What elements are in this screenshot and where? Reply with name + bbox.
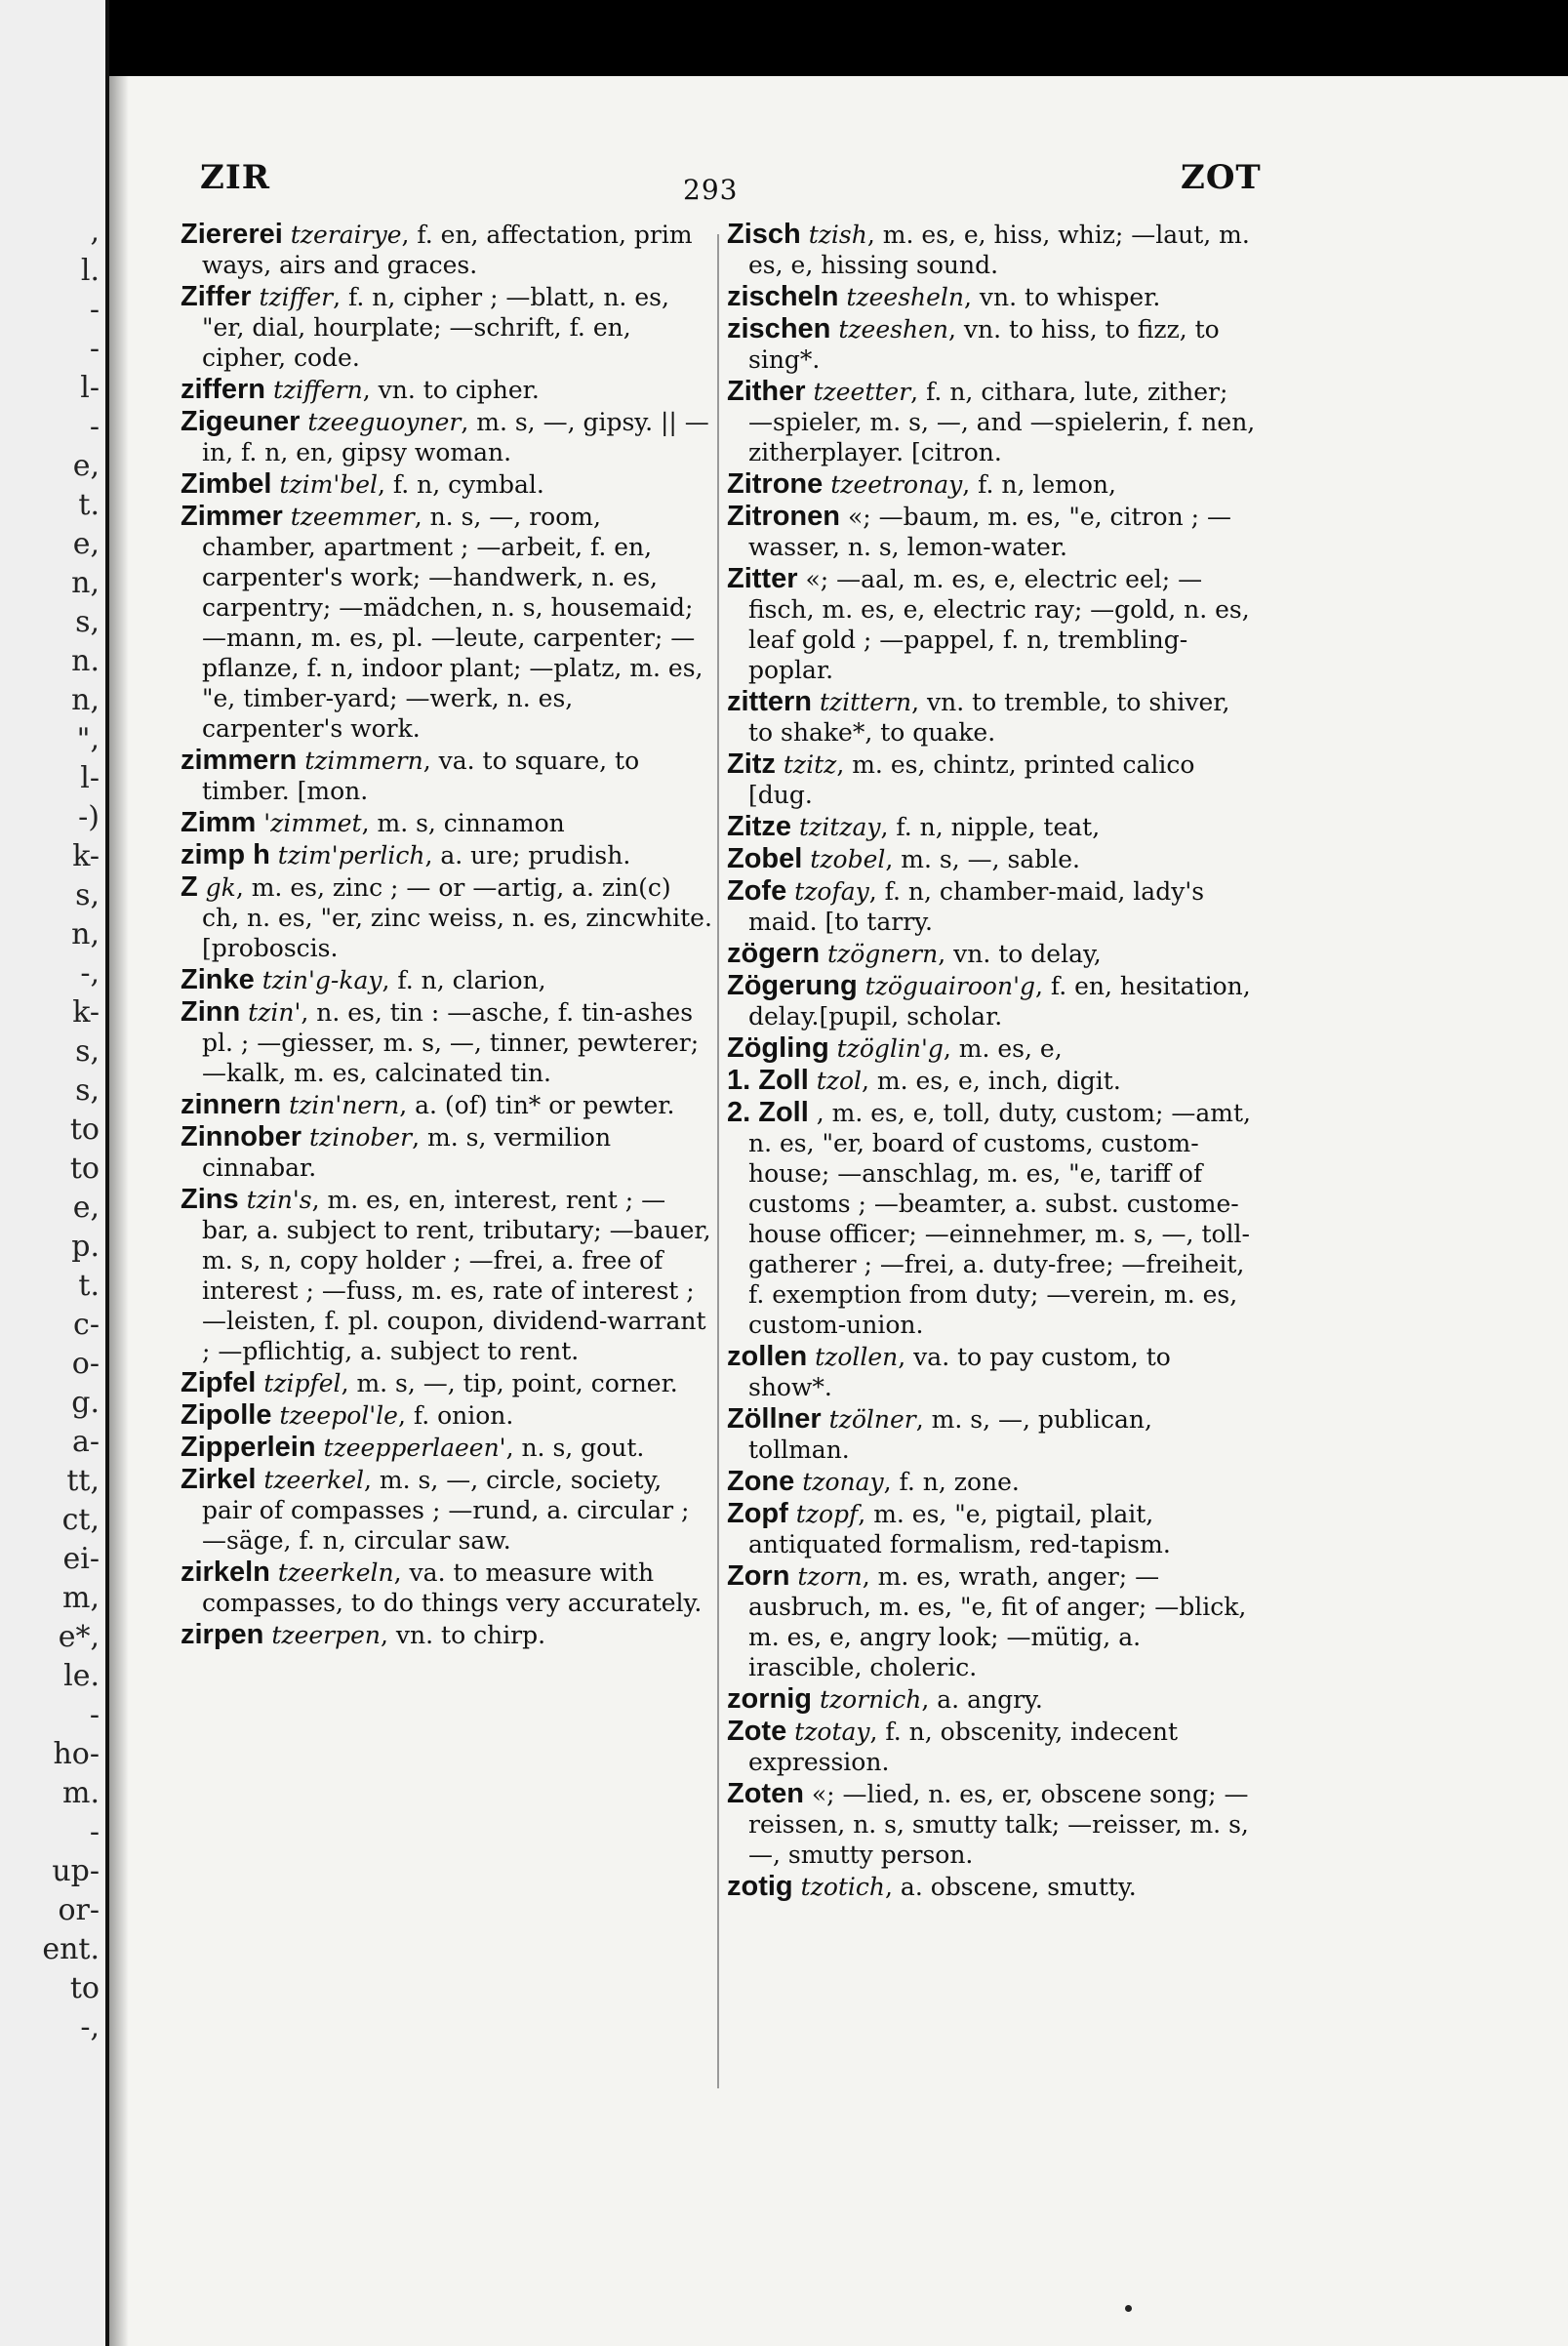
- entry-headword: zimmern: [181, 745, 298, 776]
- entry-headword: Zopf: [727, 1498, 788, 1529]
- entry-pronunciation: tzopf: [795, 1500, 859, 1528]
- entry-pronunciation: tzobel: [810, 845, 886, 873]
- entry-pronunciation: tzöglin'g: [836, 1034, 944, 1063]
- margin-fragment: -: [89, 332, 100, 366]
- margin-fragment: m,: [62, 1581, 100, 1615]
- entry-headword: zornig: [727, 1683, 812, 1715]
- margin-fragment: -,: [80, 956, 100, 991]
- page-mark: [1125, 2305, 1132, 2312]
- entry-headword: 1. Zoll: [727, 1065, 809, 1096]
- dictionary-entry: [181, 872, 712, 963]
- margin-fragment: e,: [72, 527, 100, 561]
- dictionary-entry: [181, 1400, 712, 1431]
- margin-fragment: n,: [71, 566, 100, 600]
- entry-pronunciation: tzorn: [797, 1562, 863, 1591]
- entry-headword: Ziffer: [181, 281, 252, 312]
- entry-pronunciation: tzeerkeln: [277, 1558, 394, 1587]
- margin-fragment: up-: [52, 1854, 100, 1888]
- dictionary-entry: [727, 1033, 1259, 1064]
- page-shadow: [109, 76, 129, 2346]
- entry-headword: zollen: [727, 1341, 808, 1372]
- entry-definition: , f. n, cymbal.: [378, 470, 544, 499]
- entry-pronunciation: tzonay: [802, 1468, 884, 1496]
- dictionary-entry: [727, 844, 1259, 874]
- entry-definition: , m. es, en, interest, rent ; —bar, a. subject to rent, tributary; —bauer, m. s, n, copy holder ; —frei, a. free of interest ; —fuss, m. es, rate of interest ; —leisten, f. pl. coupon, dividend-warrant ; —pflichtig, a. subject to rent.: [202, 1186, 711, 1365]
- entry-pronunciation: tzeesheln: [846, 283, 965, 311]
- margin-fragment: ent.: [42, 1932, 100, 1966]
- entry-headword: zögern: [727, 938, 821, 969]
- dictionary-entry: [181, 220, 712, 280]
- entry-headword: Zimmer: [181, 501, 283, 532]
- margin-fragment: s,: [75, 605, 100, 639]
- dictionary-entry: [181, 840, 712, 870]
- dictionary-entry: [181, 1557, 712, 1618]
- entry-pronunciation: tzish: [808, 221, 867, 249]
- entry-headword: 2. Zoll: [727, 1097, 809, 1128]
- entry-definition: , n. s, gout.: [505, 1434, 645, 1462]
- margin-fragment: to: [69, 1152, 100, 1186]
- entry-pronunciation: tzittern: [819, 688, 912, 716]
- entry-definition: , n. s, —, room, chamber, apartment ; —arbeit, f. en, carpenter's work; —handwerk, n. es, carpentry; —mädchen, n. s, housemaid; —mann, m. es, pl. —leute, carpenter; —pflanze, f. n, indoor plant; —platz, m. es, "e, timber-yard; —werk, n. es, carpenter's work.: [202, 503, 704, 743]
- entry-definition: , f. onion.: [397, 1401, 514, 1430]
- entry-headword: Zitter: [727, 563, 798, 594]
- page-number: 293: [683, 174, 739, 206]
- dictionary-entry: [181, 502, 712, 744]
- entry-pronunciation: tzim'perlich: [277, 841, 425, 870]
- entry-headword: Zigeuner: [181, 406, 301, 437]
- entry-definition: , m. es, e, inch, digit.: [862, 1067, 1121, 1095]
- entry-headword: Zorn: [727, 1560, 790, 1592]
- entry-pronunciation: tzin': [248, 998, 302, 1027]
- entry-headword: Zöllner: [727, 1403, 822, 1435]
- dictionary-entry: [727, 1066, 1259, 1096]
- entry-pronunciation: tzeetronay: [830, 470, 963, 499]
- entry-headword: Zoten: [727, 1778, 804, 1809]
- entry-definition: «; —lied, n. es, er, obscene song; —reissen, n. s, smutty talk; —reisser, m. s, —, smutty person.: [748, 1780, 1249, 1869]
- margin-fragment: l-: [80, 371, 100, 405]
- entry-definition: , vn. to chirp.: [381, 1621, 546, 1649]
- entry-definition: , a. angry.: [921, 1685, 1043, 1714]
- entry-definition: , f. n, lemon,: [962, 470, 1116, 499]
- entry-definition: , m. s, cinnamon: [361, 809, 565, 837]
- dictionary-entry: [181, 997, 712, 1088]
- entry-pronunciation: tzipfel: [263, 1369, 342, 1397]
- entry-pronunciation: tzeeshen: [838, 315, 948, 344]
- entry-pronunciation: tziffer: [259, 283, 334, 311]
- dictionary-entry: [181, 407, 712, 467]
- entry-headword: Zitz: [727, 748, 776, 780]
- margin-fragment: n,: [71, 683, 100, 717]
- entry-definition: , va. to pay custom, to show*.: [748, 1343, 1171, 1401]
- dictionary-entry: [181, 965, 712, 995]
- entry-headword: Zirkel: [181, 1464, 257, 1495]
- column-divider: [717, 234, 719, 2088]
- entry-headword: Zone: [727, 1466, 795, 1497]
- dictionary-entry: [727, 939, 1259, 969]
- dictionary-entry: [727, 971, 1259, 1031]
- margin-fragment: p.: [71, 1230, 100, 1264]
- entry-headword: zimp h: [181, 839, 270, 870]
- entry-definition: , m. es, e, toll, duty, custom; —amt, n. es, "er, board of customs, custom-house; —anschlag, m. es, "e, tariff of customs ; —beamter, a. subst. custome-house officer; —einnehmer, m. s, —, toll-gatherer ; —frei, a. duty-free; —freiheit, f. exemption from duty; —verein, m. es, custom-union.: [748, 1099, 1251, 1339]
- entry-pronunciation: tzitz: [783, 750, 837, 779]
- dictionary-entry: [181, 1620, 712, 1650]
- margin-fragment: l-: [80, 761, 100, 795]
- dictionary-entry: [727, 1404, 1259, 1465]
- margin-fragment: m.: [62, 1776, 100, 1810]
- entry-headword: zischen: [727, 313, 831, 344]
- entry-headword: zischeln: [727, 281, 839, 312]
- entry-pronunciation: tzölner: [828, 1405, 916, 1434]
- dictionary-entry: [181, 808, 712, 838]
- dictionary-entry: [727, 220, 1259, 280]
- entry-pronunciation: tzol: [816, 1067, 863, 1095]
- entry-headword: Zipfel: [181, 1367, 257, 1398]
- entry-definition: , f. n, nipple, teat,: [880, 813, 1101, 841]
- margin-fragment: ct,: [61, 1503, 100, 1537]
- entry-headword: Zögerung: [727, 970, 858, 1001]
- entry-headword: Zitrone: [727, 468, 824, 500]
- dictionary-entry: [181, 1368, 712, 1398]
- margin-fragment: ",: [76, 722, 100, 756]
- entry-definition: «; —baum, m. es, "e, citron ; —wasser, n. s, lemon-water.: [748, 503, 1231, 561]
- entry-pronunciation: tzeeguoyner: [307, 408, 462, 436]
- entry-definition: , vn. to delay,: [938, 940, 1102, 968]
- entry-definition: , f. en, hesitation, delay.[pupil, scholar.: [748, 972, 1251, 1031]
- entry-definition: , vn. to whisper.: [964, 283, 1161, 311]
- dictionary-entry: [181, 469, 712, 500]
- entry-definition: , f. en, affectation, prim ways, airs and graces.: [202, 221, 693, 279]
- dictionary-entry: [727, 502, 1259, 562]
- entry-definition: , f. n, zone.: [883, 1468, 1020, 1496]
- entry-headword: zirkeln: [181, 1557, 270, 1588]
- dictionary-entry: [727, 812, 1259, 842]
- dictionary-entry: [181, 1433, 712, 1463]
- entry-definition: , m. s, —, sable.: [885, 845, 1080, 873]
- entry-pronunciation: tzeemmer: [290, 503, 415, 531]
- entry-headword: Zinnober: [181, 1121, 302, 1153]
- entry-definition: , m. es, zinc ; — or —artig, a. zin(c) ch, n. es, "er, zinc weiss, n. es, zincwhite. [proboscis.: [202, 873, 712, 962]
- entry-definition: , m. es, "e, pigtail, plait, antiquated formalism, red-tapism.: [748, 1500, 1171, 1558]
- dictionary-entry: [727, 1499, 1259, 1559]
- entry-headword: Zofe: [727, 875, 787, 907]
- entry-definition: , vn. to tremble, to shiver, to shake*, to quake.: [748, 688, 1230, 747]
- entry-pronunciation: tzeerpen: [271, 1621, 382, 1649]
- entry-pronunciation: tzin'nern: [289, 1091, 400, 1119]
- margin-fragment: -: [89, 1698, 100, 1732]
- entry-definition: , m. es, chintz, printed calico [dug.: [748, 750, 1195, 809]
- margin-fragment: -): [78, 800, 100, 834]
- entry-headword: zinnern: [181, 1089, 282, 1120]
- entry-definition: , a. (of) tin* or pewter.: [399, 1091, 675, 1119]
- entry-headword: zotig: [727, 1871, 793, 1902]
- margin-fragment: tt,: [66, 1464, 100, 1498]
- dictionary-entry: [727, 377, 1259, 467]
- dictionary-entry: [727, 749, 1259, 810]
- entry-headword: Zote: [727, 1716, 787, 1747]
- entry-definition: , n. es, tin : —asche, f. tin-ashes pl. ; —giesser, m. s, —, tinner, pewterer; —kalk, m. es, calcinated tin.: [202, 998, 700, 1087]
- dictionary-entry: [727, 1872, 1259, 1902]
- margin-fragment: to: [69, 1112, 100, 1147]
- margin-fragment: ,: [90, 215, 100, 249]
- entry-pronunciation: tzotich: [800, 1873, 886, 1901]
- dictionary-entry: [727, 1779, 1259, 1870]
- dictionary-entry: [181, 1090, 712, 1120]
- margin-fragment: g.: [71, 1386, 100, 1420]
- entry-pronunciation: tzim'bel: [279, 470, 379, 499]
- dictionary-entry: [727, 1561, 1259, 1682]
- margin-fragment: -,: [80, 2010, 100, 2044]
- margin-fragment: e,: [72, 449, 100, 483]
- margin-fragment: t.: [78, 488, 100, 522]
- entry-pronunciation: tzeerkel: [263, 1466, 365, 1494]
- margin-fragment: -: [89, 1815, 100, 1849]
- entry-pronunciation: tzeepol'le: [279, 1401, 398, 1430]
- margin-fragment: t.: [78, 1269, 100, 1303]
- entry-pronunciation: tzerairye: [290, 221, 402, 249]
- entry-definition: , m. s, —, gipsy. || —in, f. n, en, gipsy woman.: [202, 408, 709, 466]
- entry-pronunciation: tzeetter: [813, 378, 911, 406]
- dictionary-entry: [181, 746, 712, 806]
- entry-headword: Ziererei: [181, 219, 283, 250]
- right-column: [727, 220, 1259, 1904]
- dictionary-entry: [181, 1465, 712, 1556]
- dictionary-entry: [727, 1467, 1259, 1497]
- entry-pronunciation: tzin's: [246, 1186, 312, 1214]
- entry-headword: Zins: [181, 1184, 239, 1215]
- entry-definition: , m. s, —, tip, point, corner.: [341, 1369, 678, 1397]
- dictionary-entry: [181, 375, 712, 405]
- dictionary-entry: [727, 1717, 1259, 1777]
- dictionary-entry: [181, 1122, 712, 1183]
- margin-fragment: -: [89, 293, 100, 327]
- dictionary-entry: [181, 282, 712, 373]
- entry-pronunciation: tzeepperlaeen': [323, 1434, 506, 1462]
- margin-fragment: s,: [75, 878, 100, 912]
- margin-fragment: a-: [71, 1425, 100, 1459]
- entry-pronunciation: tzin'g-kay: [261, 966, 382, 994]
- entry-definition: , vn. to cipher.: [362, 376, 540, 404]
- entry-pronunciation: tzofay: [794, 877, 869, 906]
- entry-headword: Zobel: [727, 843, 803, 874]
- dictionary-entry: [181, 1185, 712, 1366]
- entry-headword: Zimm: [181, 807, 257, 838]
- entry-pronunciation: tzitzay: [799, 813, 881, 841]
- entry-definition: , m. es, e, hiss, whiz; —laut, m. es, e, hissing sound.: [748, 221, 1250, 279]
- entry-headword: zirpen: [181, 1619, 264, 1650]
- margin-fragment: e*,: [58, 1620, 100, 1654]
- margin-fragment: e,: [72, 1191, 100, 1225]
- margin-fragment: k-: [72, 995, 100, 1030]
- entry-definition: , f. n, cithara, lute, zither; —spieler, m. s, —, and —spielerin, f. nen, zitherplayer. [citron.: [748, 378, 1256, 466]
- entry-definition: , m. es, e,: [943, 1034, 1063, 1063]
- margin-fragment: s,: [75, 1073, 100, 1108]
- entry-pronunciation: tzollen: [815, 1343, 899, 1371]
- entry-definition: , m. s, —, circle, society, pair of compasses ; —rund, a. circular ; —säge, f. n, circular saw.: [202, 1466, 690, 1555]
- dictionary-entry: [727, 1098, 1259, 1340]
- entry-definition: , m. s, vermilion cinnabar.: [202, 1123, 612, 1182]
- dictionary-entry: [727, 876, 1259, 937]
- entry-headword: Zitronen: [727, 501, 840, 532]
- entry-definition: , m. s, —, publican, tollman.: [748, 1405, 1152, 1464]
- dictionary-entry: [727, 469, 1259, 500]
- running-head-left: ZIR: [200, 158, 270, 197]
- entry-pronunciation: 'zimmet: [263, 809, 362, 837]
- entry-pronunciation: tzornich: [819, 1685, 922, 1714]
- entry-headword: Zögling: [727, 1032, 829, 1064]
- entry-definition: , a. ure; prudish.: [424, 841, 631, 870]
- margin-fragment: or-: [58, 1893, 100, 1927]
- entry-headword: Zimbel: [181, 468, 272, 500]
- adjacent-page-edge: [0, 0, 107, 2346]
- entry-headword: ziffern: [181, 374, 265, 405]
- margin-fragment: n,: [71, 917, 100, 951]
- entry-headword: Zitze: [727, 811, 792, 842]
- dictionary-entry: [727, 564, 1259, 685]
- left-column: [181, 220, 712, 1652]
- entry-definition: , f. n, obscenity, indecent expression.: [748, 1718, 1179, 1776]
- margin-fragment: k-: [72, 839, 100, 873]
- entry-pronunciation: tzimmern: [304, 747, 423, 775]
- margin-fragment: o-: [71, 1347, 100, 1381]
- entry-headword: Zinn: [181, 996, 241, 1028]
- entry-pronunciation: tzotay: [794, 1718, 870, 1746]
- margin-fragment: l.: [80, 254, 100, 288]
- entry-headword: Zither: [727, 376, 806, 407]
- margin-fragment: c-: [73, 1308, 100, 1342]
- entry-definition: , f. n, cipher ; —blatt, n. es, "er, dial, hourplate; —schrift, f. en, cipher, code.: [202, 283, 669, 372]
- entry-headword: Z: [181, 871, 198, 903]
- entry-definition: , vn. to hiss, to fizz, to sing*.: [748, 315, 1220, 374]
- dictionary-entry: [727, 1342, 1259, 1402]
- entry-pronunciation: tziffern: [272, 376, 363, 404]
- margin-fragment: to: [69, 1971, 100, 2005]
- entry-pronunciation: tzinober: [309, 1123, 413, 1152]
- entry-definition: , a. obscene, smutty.: [885, 1873, 1137, 1901]
- entry-pronunciation: tzöguairoon'g: [864, 972, 1035, 1000]
- dictionary-entry: [727, 1684, 1259, 1715]
- entry-headword: Zinke: [181, 964, 255, 995]
- entry-definition: «; —aal, m. es, e, electric eel; —fisch, m. es, e, electric ray; —gold, n. es, leaf gold ; —pappel, f. n, trembling-poplar.: [748, 565, 1250, 684]
- entry-pronunciation: gk: [205, 873, 236, 902]
- margin-fragment: ei-: [62, 1542, 100, 1576]
- running-head-right: ZOT: [1181, 158, 1262, 197]
- margin-fragment: ho-: [53, 1737, 100, 1771]
- entry-headword: Zipperlein: [181, 1432, 316, 1463]
- entry-definition: , m. es, wrath, anger; —ausbruch, m. es, "e, fit of anger; —blick, m. es, e, angry look; —mütig, a. irascible, choleric.: [748, 1562, 1247, 1681]
- entry-pronunciation: tzögnern: [827, 940, 939, 968]
- margin-fragment: n.: [71, 644, 100, 678]
- margin-fragment: -: [89, 410, 100, 444]
- entry-headword: zittern: [727, 686, 812, 717]
- entry-definition: , f. n, chamber-maid, lady's maid. [to tarry.: [748, 877, 1205, 936]
- dictionary-entry: [727, 282, 1259, 312]
- entry-definition: , f. n, clarion,: [382, 966, 546, 994]
- dictionary-entry: [727, 314, 1259, 375]
- entry-headword: Zisch: [727, 219, 801, 250]
- margin-fragment: s,: [75, 1034, 100, 1069]
- margin-fragment: le.: [63, 1659, 100, 1693]
- entry-definition: , va. to square, to timber. [mon.: [202, 747, 640, 805]
- entry-headword: Zipolle: [181, 1399, 272, 1431]
- dictionary-entry: [727, 687, 1259, 748]
- entry-definition: , va. to measure with compasses, to do things very accurately.: [202, 1558, 703, 1617]
